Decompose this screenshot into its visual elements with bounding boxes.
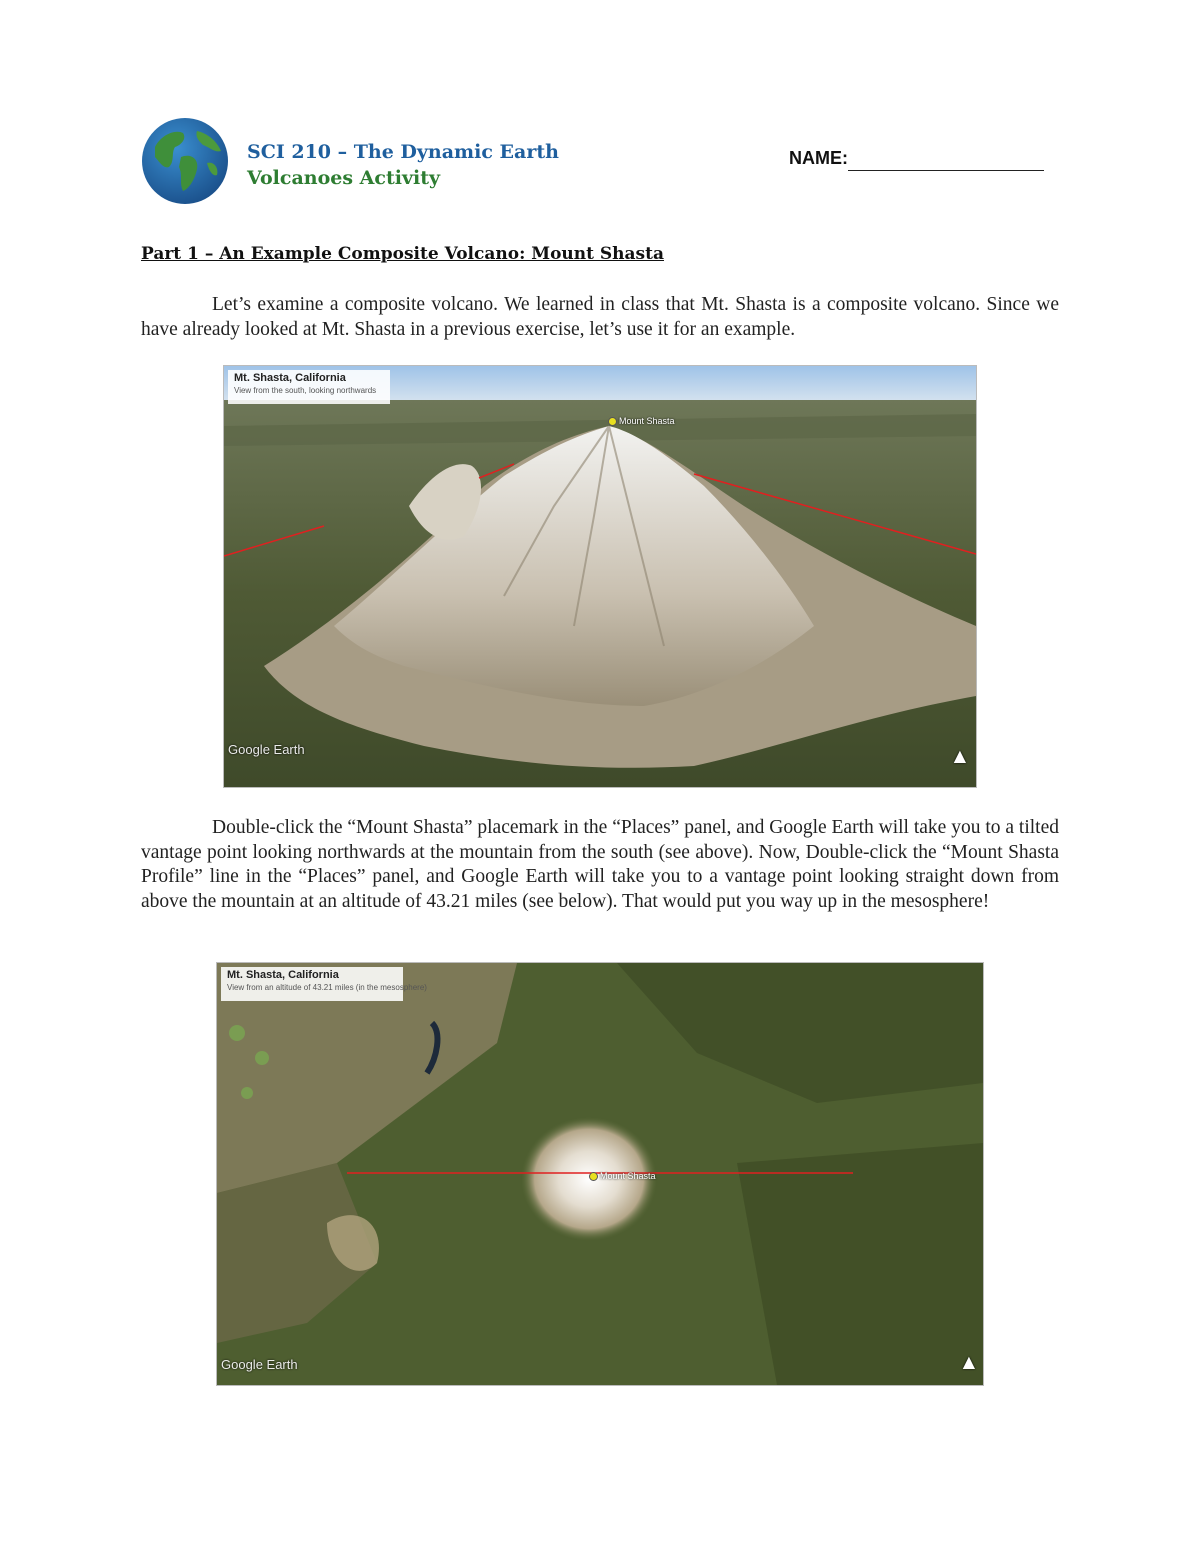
tilted-view-image <box>223 365 977 788</box>
caption-subtitle: View from the south, looking northwards <box>234 386 377 395</box>
instructions-paragraph: Double-click the “Mount Shasta” placemark in the “Places” panel, and Google Earth will take you to a tilted vantage point looking northwards at the mountain from the south (see above). Now, Double-click the “Mount Shasta Profile” line in the “Places” panel, and Google Earth will take you to a vantage point looking straight down from above the mountain at an altitude of 43.21 miles (see below). That would put you way up in the mesosphere! <box>141 817 1059 912</box>
activity-title: Volcanoes Activity <box>247 167 441 189</box>
overhead-view-image <box>216 962 984 1386</box>
name-label: NAME: <box>789 148 848 168</box>
placemark-pin-icon <box>608 417 617 426</box>
map-caption <box>228 370 390 404</box>
placemark-text: Mount Shasta <box>600 1171 656 1181</box>
caption-title: Mt. Shasta, California <box>234 372 346 384</box>
google-earth-watermark: Google Earth <box>221 1357 298 1372</box>
placemark-text: Mount Shasta <box>619 416 675 426</box>
globe-icon <box>141 117 229 205</box>
name-field[interactable] <box>848 170 1044 171</box>
map-caption <box>221 967 427 1001</box>
part-heading: Part 1 – An Example Composite Volcano: Mount Shasta <box>141 244 664 264</box>
placemark-label <box>589 1171 656 1181</box>
caption-subtitle: View from an altitude of 43.21 miles (in the mesosphere) <box>227 983 427 992</box>
placemark-label <box>608 416 675 426</box>
compass-icon: ▲ <box>962 1352 975 1371</box>
course-title: SCI 210 – The Dynamic Earth <box>247 141 559 163</box>
compass-icon: ▲ <box>953 746 966 765</box>
intro-paragraph: Let’s examine a composite volcano. We learned in class that Mt. Shasta is a composite volcano. Since we have already looked at Mt. Shasta in a previous exercise, let’s use it for an example. <box>141 294 1059 340</box>
caption-title: Mt. Shasta, California <box>227 969 339 981</box>
google-earth-watermark: Google Earth <box>228 742 305 757</box>
placemark-pin-icon <box>589 1172 598 1181</box>
